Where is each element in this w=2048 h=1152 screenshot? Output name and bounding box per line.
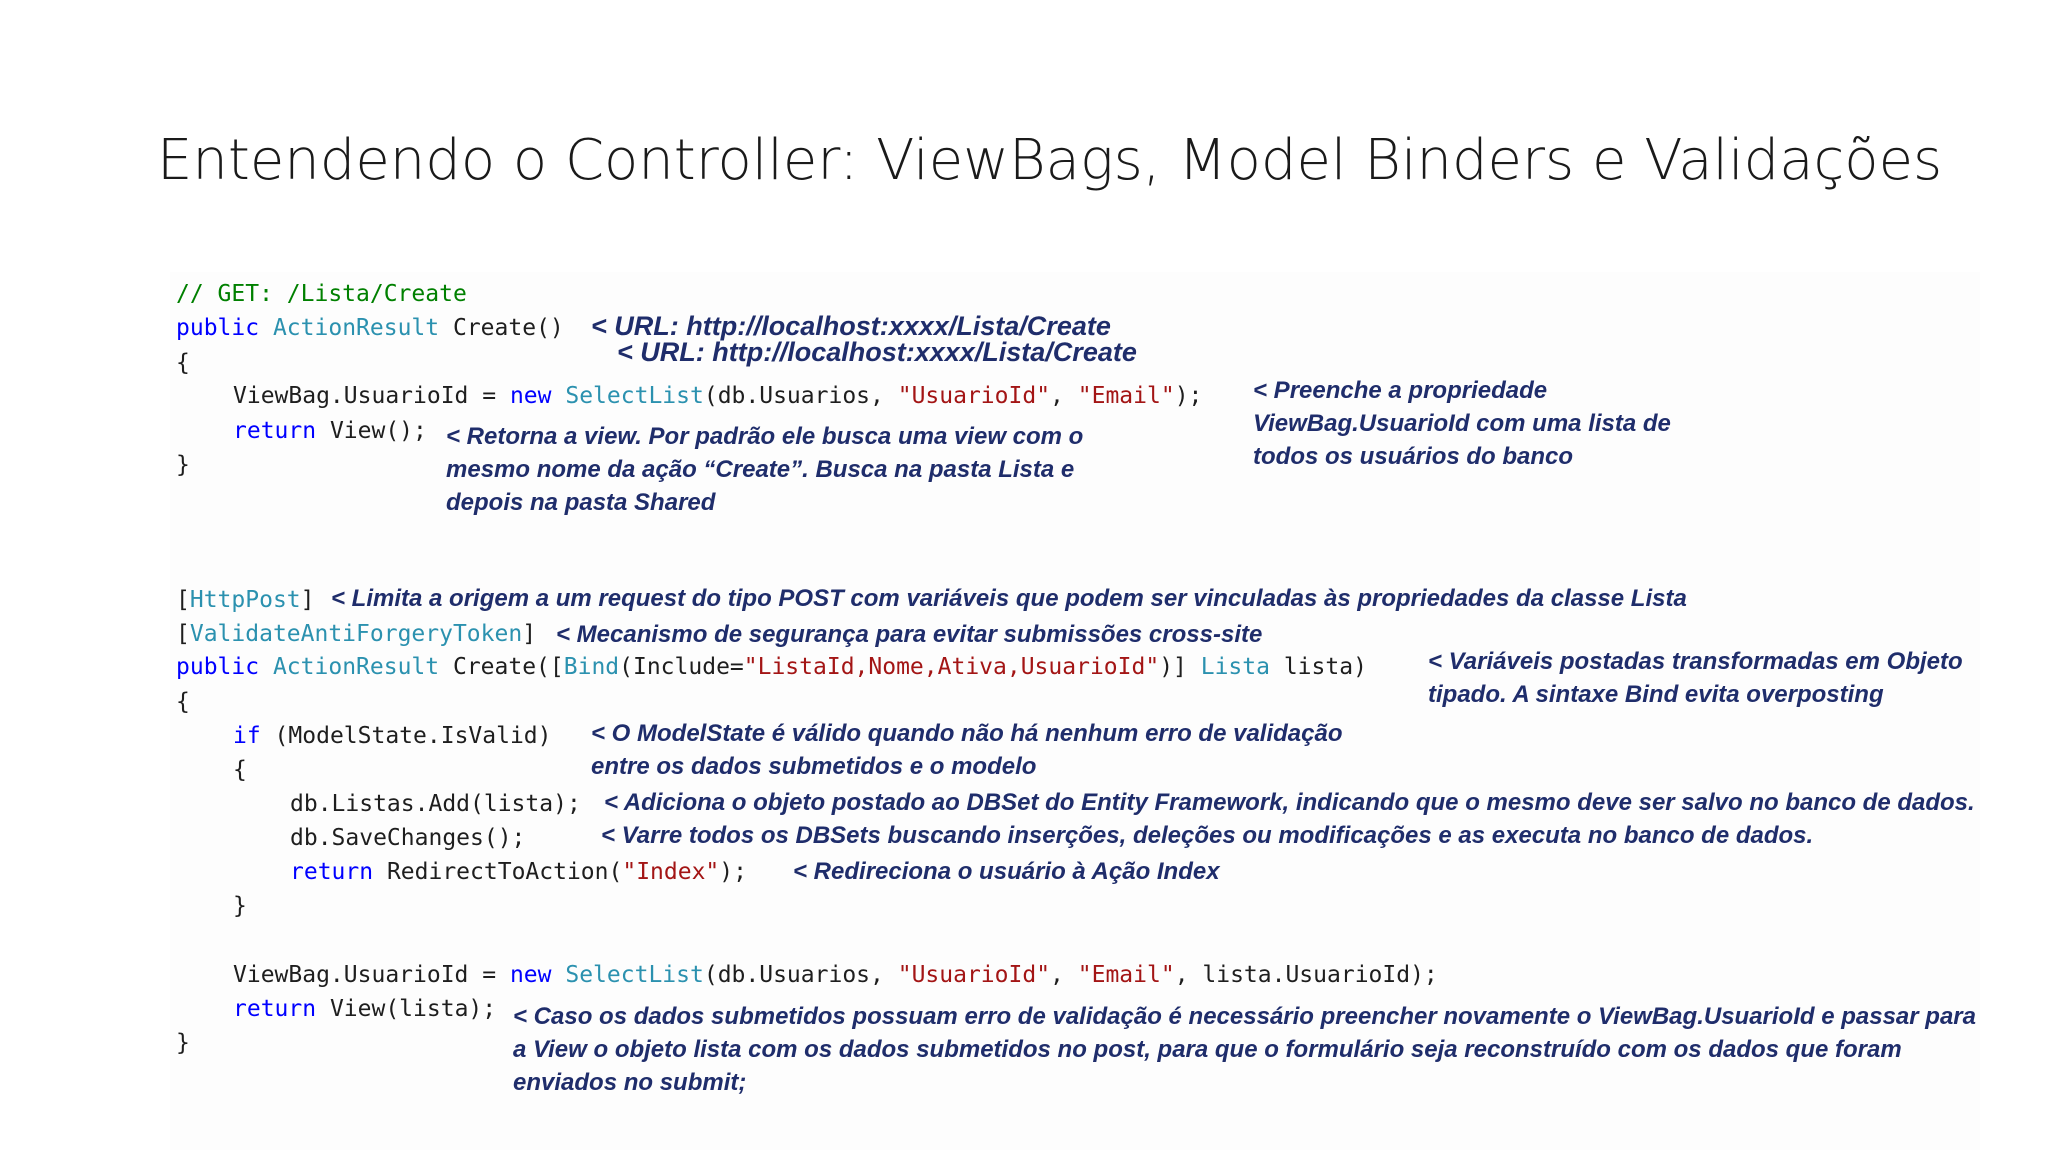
code-text: } (176, 1030, 190, 1056)
note-modelstate (591, 717, 1343, 783)
code-text: db.Listas.Add(lista); (290, 791, 581, 817)
code-text: , (1050, 962, 1078, 988)
code-line-open-brace (176, 348, 190, 378)
code-string: "UsuarioId" (897, 962, 1051, 988)
code-text: } (233, 893, 247, 919)
code-string: "Email" (1077, 962, 1175, 988)
code-keyword: new (509, 962, 552, 988)
note-httppost: < Limita a origem a um request do tipo POST com variáveis que podem ser vinculadas às propriedades da classe Lista (331, 585, 1687, 612)
code-keyword: public (176, 315, 260, 341)
code-text: (db.Usuarios, (703, 383, 898, 409)
note-line: a View o objeto lista com os dados submetidos no post, para que o formulário seja reconstruído com os dados que foram (513, 1036, 1902, 1063)
note-line: < Preenche a propriedade (1253, 377, 1548, 404)
code-keyword: return (290, 859, 374, 885)
code-text: lista) (1269, 654, 1367, 680)
note-line: todos os usuários do banco (1253, 443, 1574, 470)
code-text: ViewBag.UsuarioId = (233, 383, 510, 409)
code-text: View(lista); (316, 996, 497, 1022)
code-keyword: if (233, 723, 261, 749)
code-text: Create() (452, 315, 564, 341)
note-varre: < Varre todos os DBSets buscando inserções, deleções ou modificações e as executa no banco de dados. (601, 822, 1814, 849)
note-retorna (446, 420, 1083, 519)
code-line-close-brace (233, 891, 247, 921)
note-line: ViewBag.UsuarioId com uma lista de (1253, 410, 1671, 437)
code-comment: // GET: /Lista/Create (176, 281, 467, 307)
note-line: < Variáveis postadas transformadas em Objeto (1428, 648, 1963, 675)
code-type: SelectList (565, 383, 704, 409)
code-type: ActionResult (272, 654, 440, 680)
code-text: ); (1174, 383, 1203, 409)
code-text: ] (522, 621, 537, 647)
code-line-httppost (176, 585, 315, 615)
code-text: ] (300, 587, 315, 613)
code-text: (Include= (619, 654, 744, 680)
note-antiforgery: < Mecanismo de segurança para evitar submissões cross-site (556, 621, 1263, 648)
code-keyword: return (233, 418, 317, 444)
code-text: { (176, 689, 190, 715)
code-line-close-brace (176, 450, 190, 480)
note-line: < Caso os dados submetidos possuam erro de validação é necessário preencher novamente o ViewBag.UsuarioId e passar para (513, 1003, 1976, 1030)
code-line-open-brace (176, 687, 190, 717)
code-line-viewbag (233, 381, 1202, 411)
code-text: )] (1159, 654, 1201, 680)
code-string: "Email" (1077, 383, 1175, 409)
note-variaveis (1428, 645, 1963, 711)
slide-title: Entendendo o Controller: ViewBags, Model Binders e Validações (157, 128, 1943, 193)
code-text: ); (719, 859, 747, 885)
code-line-return-view-lista (233, 994, 496, 1024)
note-preenche (1253, 374, 1671, 473)
code-text: } (176, 452, 190, 478)
code-line-validate-antiforgery (176, 619, 536, 649)
code-type: ValidateAntiForgeryToken (189, 621, 523, 647)
note-url: < URL: http://localhost:xxxx/Lista/Create (617, 337, 1137, 367)
code-line-redirect (290, 857, 747, 887)
code-keyword: public (176, 654, 260, 680)
code-line-if (233, 721, 552, 751)
code-text: [ (176, 587, 190, 613)
code-text: ViewBag.UsuarioId = (233, 962, 510, 988)
code-type: HttpPost (189, 587, 301, 613)
note-adiciona: < Adiciona o objeto postado ao DBSet do Entity Framework, indicando que o mesmo deve ser salvo no banco de dados. (604, 789, 1975, 816)
code-text: , lista.UsuarioId); (1174, 962, 1438, 988)
note-line: depois na pasta Shared (446, 489, 716, 516)
code-keyword: return (233, 996, 317, 1022)
note-line: < O ModelState é válido quando não há nenhum erro de validação (591, 720, 1343, 747)
code-type: Bind (563, 654, 620, 680)
code-line-save-changes (290, 823, 525, 853)
code-type: ActionResult (272, 315, 440, 341)
code-text: db.SaveChanges(); (290, 825, 526, 851)
code-string: "UsuarioId" (897, 383, 1051, 409)
code-text: (ModelState.IsValid) (260, 723, 552, 749)
note-line: tipado. A sintaxe Bind evita overposting (1428, 681, 1884, 708)
note-caso (513, 1000, 1976, 1099)
note-redireciona: < Redireciona o usuário à Ação Index (793, 858, 1220, 885)
code-text: [ (176, 621, 190, 647)
code-text: RedirectToAction( (373, 859, 623, 885)
code-keyword: new (509, 383, 552, 409)
code-line-get-comment (176, 279, 467, 309)
code-line-open-brace (233, 755, 247, 785)
code-line-get-signature (176, 313, 564, 343)
code-line-return-view (233, 416, 427, 446)
note-line: < Retorna a view. Por padrão ele busca uma view com o (446, 423, 1084, 450)
code-type: SelectList (565, 962, 704, 988)
code-string: "ListaId,Nome,Ativa,UsuarioId" (743, 654, 1160, 680)
code-string: "Index" (622, 859, 720, 885)
note-url: < URL: http://localhost:xxxx/Lista/Create (591, 311, 1111, 341)
code-line-viewbag (233, 960, 1438, 990)
code-type: Lista (1200, 654, 1270, 680)
code-line-close-brace (176, 1028, 190, 1058)
code-text: (db.Usuarios, (703, 962, 898, 988)
code-line-post-signature (176, 652, 1367, 682)
code-text: { (233, 757, 247, 783)
code-line-add (290, 789, 581, 819)
code-text: View(); (316, 418, 427, 444)
code-text: Create([ (439, 654, 564, 680)
code-text: , (1050, 383, 1078, 409)
code-text: { (176, 350, 190, 376)
note-line: enviados no submit; (513, 1069, 747, 1096)
note-line: mesmo nome da ação “Create”. Busca na pasta Lista e (446, 456, 1075, 483)
note-line: entre os dados submetidos e o modelo (591, 753, 1037, 780)
